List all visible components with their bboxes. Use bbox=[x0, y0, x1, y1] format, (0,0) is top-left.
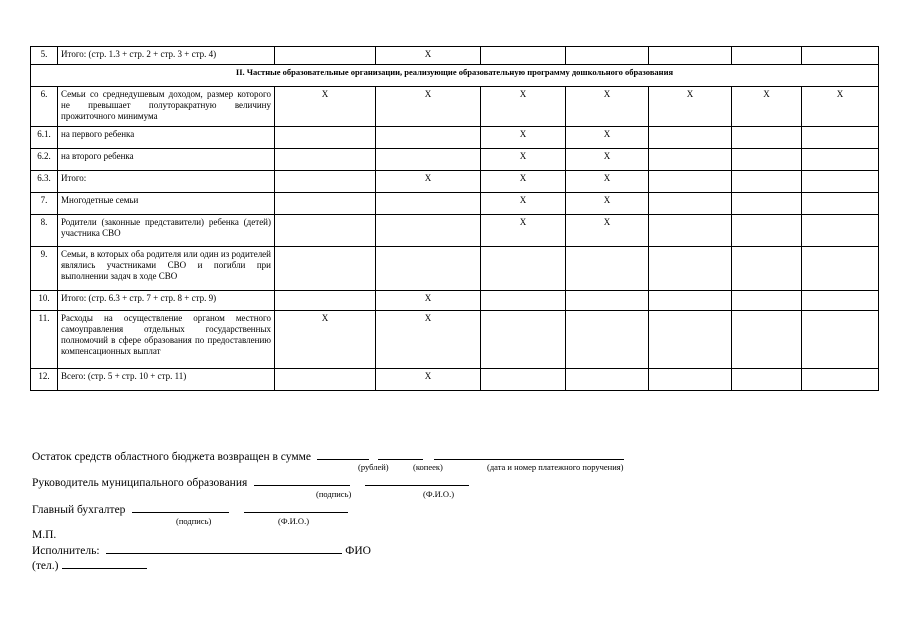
value-cell[interactable] bbox=[802, 127, 879, 149]
table-row bbox=[31, 215, 879, 247]
value-cell[interactable] bbox=[649, 369, 732, 391]
head-signature-field[interactable] bbox=[254, 475, 350, 486]
value-cell[interactable]: X bbox=[566, 193, 649, 215]
value-cell[interactable]: X bbox=[376, 47, 481, 65]
value-cell[interactable] bbox=[732, 369, 802, 391]
value-cell[interactable] bbox=[649, 193, 732, 215]
table-row bbox=[31, 87, 879, 127]
value-cell[interactable] bbox=[802, 47, 879, 65]
accountant-label: Главный бухгалтер bbox=[32, 504, 126, 516]
row-description: Родители (законные представители) ребенка (детей) участника СВО bbox=[58, 215, 275, 247]
value-cell[interactable]: X bbox=[376, 311, 481, 369]
table-row bbox=[31, 291, 879, 311]
value-cell[interactable] bbox=[481, 291, 566, 311]
value-cell[interactable] bbox=[649, 215, 732, 247]
head-line bbox=[32, 475, 469, 490]
kopecks-field[interactable] bbox=[378, 449, 423, 460]
head-signature-caption: (подпись) bbox=[316, 489, 352, 499]
phone-label: (тел.) bbox=[32, 560, 59, 572]
value-cell[interactable] bbox=[481, 369, 566, 391]
value-cell[interactable] bbox=[802, 369, 879, 391]
row-description: Итого: (стр. 1.3 + стр. 2 + стр. 3 + стр. 4) bbox=[58, 47, 275, 65]
value-cell[interactable] bbox=[566, 311, 649, 369]
value-cell[interactable] bbox=[566, 47, 649, 65]
value-cell[interactable] bbox=[566, 291, 649, 311]
value-cell[interactable] bbox=[649, 291, 732, 311]
table-row bbox=[31, 47, 879, 65]
head-label: Руководитель муниципального образования bbox=[32, 477, 248, 489]
value-cell[interactable] bbox=[566, 247, 649, 291]
row-number: 8. bbox=[31, 215, 58, 247]
row-number: 6.2. bbox=[31, 149, 58, 171]
value-cell[interactable] bbox=[649, 311, 732, 369]
value-cell[interactable] bbox=[566, 369, 649, 391]
table-row bbox=[31, 311, 879, 369]
value-cell[interactable] bbox=[732, 215, 802, 247]
row-description: на первого ребенка bbox=[58, 127, 275, 149]
accountant-name-caption: (Ф.И.О.) bbox=[278, 516, 310, 526]
value-cell[interactable] bbox=[481, 47, 566, 65]
row-number: 12. bbox=[31, 369, 58, 391]
value-cell[interactable]: X bbox=[481, 193, 566, 215]
row-description: Семьи со среднедушевым доходом, размер которого не превышает полуторакратную величину прожиточного минимума bbox=[58, 87, 275, 127]
rubles-caption: (рублей) bbox=[358, 462, 389, 472]
head-name-caption: (Ф.И.О.) bbox=[423, 489, 455, 499]
value-cell[interactable] bbox=[649, 171, 732, 193]
value-cell[interactable] bbox=[732, 171, 802, 193]
value-cell[interactable] bbox=[376, 193, 481, 215]
row-description: Всего: (стр. 5 + стр. 10 + стр. 11) bbox=[58, 369, 275, 391]
section-row bbox=[31, 65, 879, 87]
rubles-field[interactable] bbox=[317, 449, 369, 460]
seal-mark: М.П. bbox=[32, 529, 57, 541]
refund-label: Остаток средств областного бюджета возвращен в сумме bbox=[32, 451, 311, 463]
value-cell[interactable]: X bbox=[802, 87, 879, 127]
value-cell[interactable] bbox=[732, 149, 802, 171]
phone-line bbox=[32, 558, 147, 573]
value-cell[interactable] bbox=[732, 193, 802, 215]
table-row bbox=[31, 127, 879, 149]
value-cell[interactable]: X bbox=[566, 127, 649, 149]
value-cell[interactable] bbox=[275, 291, 376, 311]
row-number: 9. bbox=[31, 247, 58, 291]
executor-fio: ФИО bbox=[345, 545, 371, 557]
report-table bbox=[30, 46, 879, 391]
accountant-signature-caption: (подпись) bbox=[176, 516, 212, 526]
accountant-line bbox=[32, 502, 348, 517]
row-number: 6.1. bbox=[31, 127, 58, 149]
value-cell[interactable]: X bbox=[376, 171, 481, 193]
head-name-field[interactable] bbox=[365, 475, 469, 486]
payment-order-field[interactable] bbox=[434, 449, 624, 460]
value-cell[interactable] bbox=[649, 149, 732, 171]
value-cell[interactable]: X bbox=[566, 171, 649, 193]
value-cell[interactable] bbox=[376, 247, 481, 291]
value-cell[interactable] bbox=[802, 193, 879, 215]
value-cell[interactable] bbox=[275, 47, 376, 65]
accountant-name-field[interactable] bbox=[244, 502, 348, 513]
value-cell[interactable]: X bbox=[566, 215, 649, 247]
table-row bbox=[31, 247, 879, 291]
value-cell[interactable] bbox=[802, 215, 879, 247]
value-cell[interactable] bbox=[732, 311, 802, 369]
kopecks-caption: (копеек) bbox=[413, 462, 443, 472]
value-cell[interactable]: X bbox=[481, 149, 566, 171]
value-cell[interactable]: X bbox=[649, 87, 732, 127]
value-cell[interactable]: X bbox=[566, 149, 649, 171]
value-cell[interactable] bbox=[649, 127, 732, 149]
row-number: 11. bbox=[31, 311, 58, 369]
table-row bbox=[31, 369, 879, 391]
row-number: 6. bbox=[31, 87, 58, 127]
row-description: Итого: (стр. 6.3 + стр. 7 + стр. 8 + стр. 9) bbox=[58, 291, 275, 311]
table-row bbox=[31, 171, 879, 193]
value-cell[interactable] bbox=[802, 291, 879, 311]
value-cell[interactable] bbox=[376, 215, 481, 247]
value-cell[interactable] bbox=[732, 291, 802, 311]
row-number: 5. bbox=[31, 47, 58, 65]
value-cell[interactable] bbox=[732, 47, 802, 65]
value-cell[interactable]: X bbox=[566, 87, 649, 127]
value-cell[interactable] bbox=[649, 47, 732, 65]
section-heading: II. Частные образовательные организации, реализующие образовательную программу дошкольного образования bbox=[31, 65, 879, 87]
table-row bbox=[31, 149, 879, 171]
row-number: 6.3. bbox=[31, 171, 58, 193]
value-cell[interactable]: X bbox=[376, 87, 481, 127]
row-number: 7. bbox=[31, 193, 58, 215]
value-cell[interactable] bbox=[376, 149, 481, 171]
row-number: 10. bbox=[31, 291, 58, 311]
value-cell[interactable] bbox=[732, 247, 802, 291]
value-cell[interactable] bbox=[802, 149, 879, 171]
value-cell[interactable] bbox=[732, 127, 802, 149]
value-cell[interactable] bbox=[275, 247, 376, 291]
executor-line bbox=[32, 543, 371, 558]
value-cell[interactable] bbox=[481, 247, 566, 291]
phone-field[interactable] bbox=[62, 558, 147, 569]
value-cell[interactable] bbox=[802, 247, 879, 291]
table-row bbox=[31, 193, 879, 215]
executor-field[interactable] bbox=[106, 543, 342, 554]
value-cell[interactable]: X bbox=[481, 171, 566, 193]
row-description: Расходы на осуществление органом местного самоуправления отдельных государственных полномочий в сфере образования по предоставлению компенсационных выплат bbox=[58, 311, 275, 369]
value-cell[interactable] bbox=[275, 171, 376, 193]
value-cell[interactable] bbox=[275, 127, 376, 149]
row-description: Итого: bbox=[58, 171, 275, 193]
value-cell[interactable] bbox=[649, 247, 732, 291]
value-cell[interactable] bbox=[802, 311, 879, 369]
value-cell[interactable]: X bbox=[481, 87, 566, 127]
value-cell[interactable]: X bbox=[376, 291, 481, 311]
payment-order-caption: (дата и номер платежного поручения) bbox=[487, 462, 624, 472]
value-cell[interactable]: X bbox=[275, 87, 376, 127]
row-description: на второго ребенка bbox=[58, 149, 275, 171]
row-description: Многодетные семьи bbox=[58, 193, 275, 215]
accountant-signature-field[interactable] bbox=[132, 502, 229, 513]
value-cell[interactable] bbox=[275, 193, 376, 215]
value-cell[interactable] bbox=[275, 149, 376, 171]
value-cell[interactable] bbox=[275, 215, 376, 247]
value-cell[interactable]: X bbox=[481, 215, 566, 247]
value-cell[interactable] bbox=[481, 311, 566, 369]
value-cell[interactable] bbox=[275, 369, 376, 391]
row-description: Семьи, в которых оба родителя или один из родителей являлись участниками СВО и погибли при выполнении задач в ходе СВО bbox=[58, 247, 275, 291]
value-cell[interactable]: X bbox=[376, 369, 481, 391]
value-cell[interactable]: X bbox=[732, 87, 802, 127]
value-cell[interactable] bbox=[802, 171, 879, 193]
value-cell[interactable] bbox=[376, 127, 481, 149]
value-cell[interactable]: X bbox=[275, 311, 376, 369]
value-cell[interactable]: X bbox=[481, 127, 566, 149]
executor-label: Исполнитель: bbox=[32, 545, 100, 557]
